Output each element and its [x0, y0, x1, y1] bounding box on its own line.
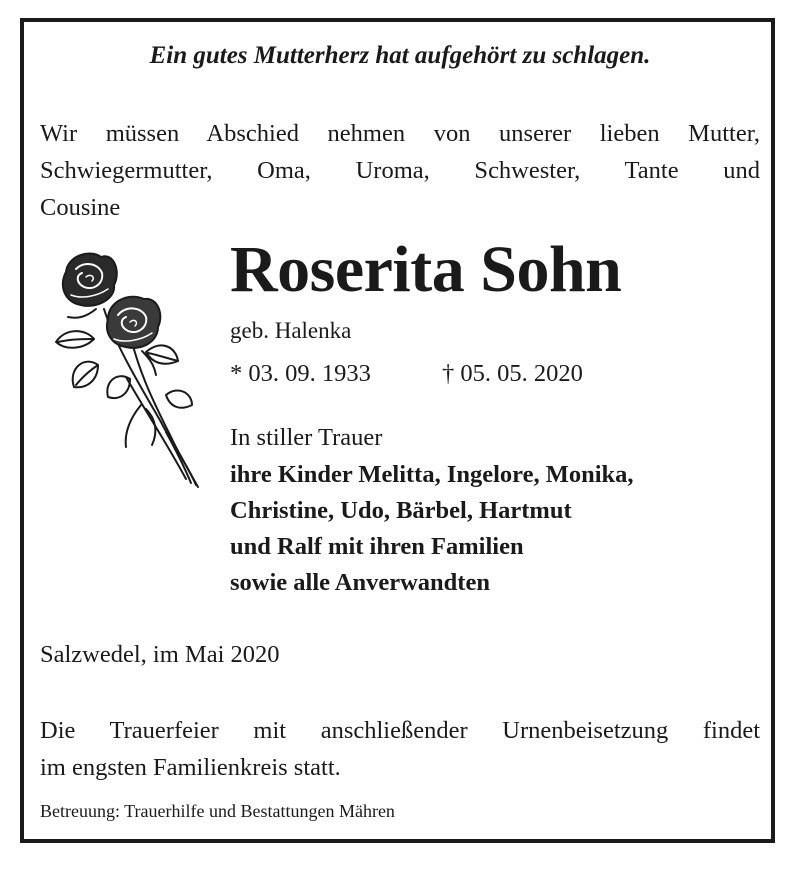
place-date: Salzwedel, im Mai 2020 — [40, 641, 280, 668]
intro-line: Schwiegermutter, Oma, Uroma, Schwester, Tante und — [40, 157, 760, 184]
funeral-home-credit: Betreuung: Trauerhilfe und Bestattungen Mähren — [40, 801, 395, 821]
mourners-line: sowie alle Anverwandten — [230, 569, 490, 596]
mourners-line: Christine, Udo, Bärbel, Hartmut — [230, 497, 572, 524]
life-dates — [230, 360, 583, 388]
deceased-name: Roserita Sohn — [230, 233, 622, 306]
mourners-list — [230, 457, 634, 601]
motto: Ein gutes Mutterherz hat aufgehört zu schlagen. — [149, 42, 651, 69]
ceremony-text — [40, 712, 760, 786]
intro-text — [40, 115, 760, 226]
intro-line: Wir müssen Abschied nehmen von unserer lieben Mutter, — [40, 120, 760, 147]
rose-icon — [46, 247, 206, 492]
intro-line: Cousine — [40, 194, 121, 221]
birth-date: * 03. 09. 1933 — [230, 360, 371, 387]
ceremony-line: Die Trauerfeier mit anschließender Urnenbeisetzung findet — [40, 717, 760, 744]
mourners-line: ihre Kinder Melitta, Ingelore, Monika, — [230, 461, 634, 488]
mourning-intro: In stiller Trauer — [230, 424, 383, 451]
ceremony-line: im engsten Familienkreis statt. — [40, 754, 341, 781]
mourners-line: und Ralf mit ihren Familien — [230, 533, 524, 560]
birth-name: geb. Halenka — [230, 318, 352, 343]
death-date: † 05. 05. 2020 — [442, 360, 583, 387]
